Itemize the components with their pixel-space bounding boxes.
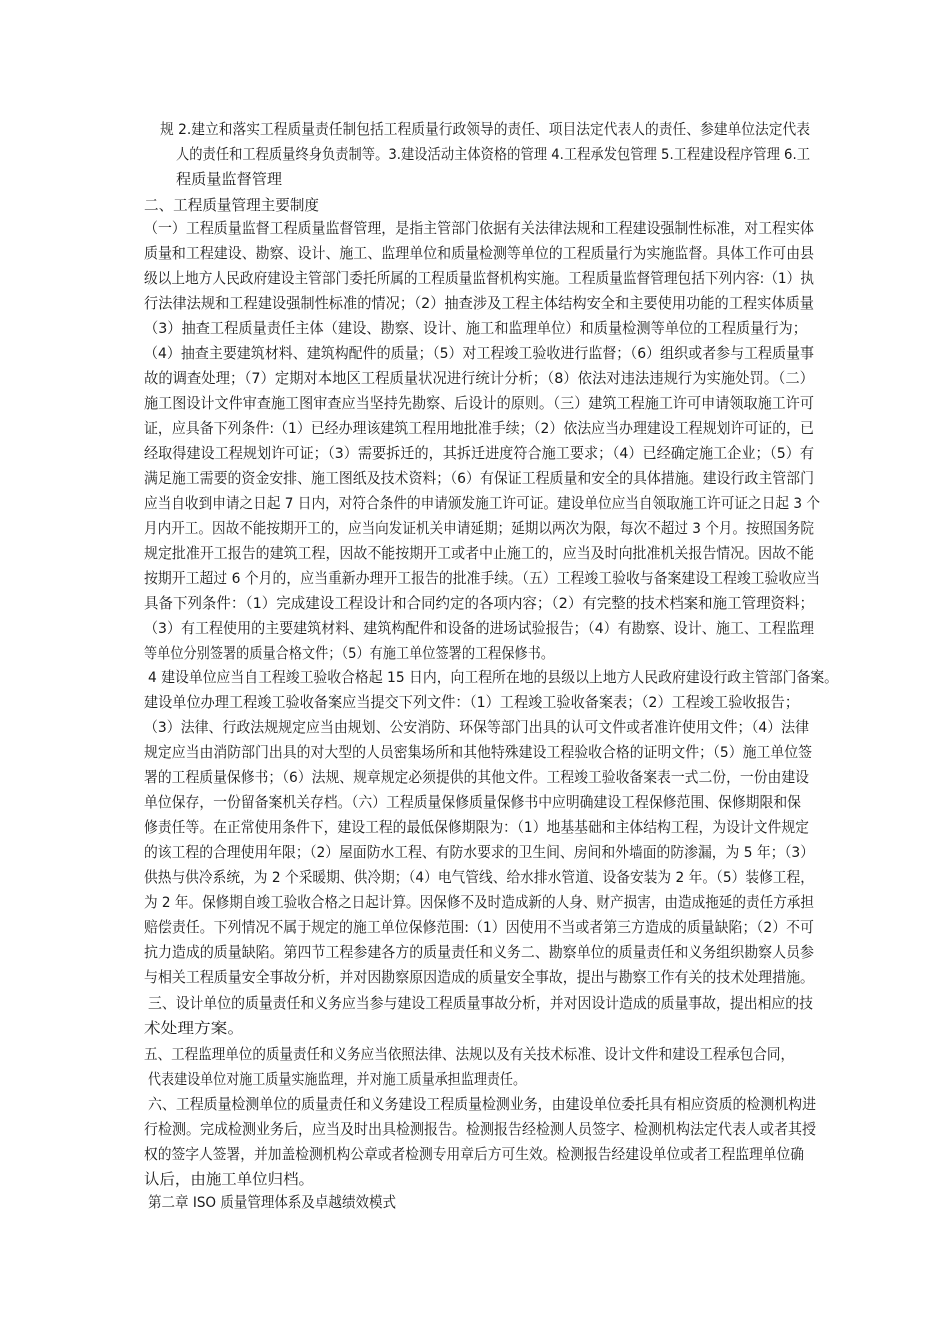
text-line: （4）抽查主要建筑材料、建筑构配件的质量；（5）对工程竣工验收进行监督；（6）组织或者参与工程质量事 (144, 345, 814, 362)
text-line: 的该工程的合理使用年限；（2）屋面防水工程、有防水要求的卫生间、房间和外墙面的防渗漏，为 5 年；（3） (144, 844, 814, 861)
text-line: 等单位分别签署的质量合格文件；（5）有施工单位签署的工程保修书。 (144, 645, 554, 662)
text-line: 认后，由施工单位归档。 (144, 1171, 314, 1188)
text-line: 人的责任和工程质量终身负责制等。3.建设活动主体资格的管理 4.工程承发包管理 5.工程建设程序管理 6.工 (176, 146, 810, 163)
text-line: 五、工程监理单位的质量责任和义务应当依照法律、法规以及有关技术标准、设计文件和建设工程承包合同， (144, 1046, 794, 1063)
text-line: 术处理方案。 (144, 1020, 244, 1037)
text-line: 按期开工超过 6 个月的，应当重新办理开工报告的批准手续。（五）工程竣工验收与备案建设工程竣工验收应当 (144, 570, 820, 587)
text-line: 六、工程质量检测单位的质量责任和义务建设工程质量检测业务，由建设单位委托具有相应资质的检测机构进 (148, 1096, 816, 1113)
text-line: 证，应具备下列条件:（1）已经办理该建筑工程用地批准手续；（2）依法应当办理建设工程规划许可证的，已 (144, 420, 814, 437)
text-line: （一）工程质量监督工程质量监督管理，是指主管部门依据有关法律法规和工程建设强制性标准，对工程实体 (144, 220, 814, 237)
text-line: 行检测。完成检测业务后，应当及时出具检测报告。检测报告经检测人员签字、检测机构法定代表人或者其授 (144, 1121, 816, 1138)
text-line: 行法律法规和工程建设强制性标准的情况；（2）抽查涉及工程主体结构安全和主要使用功能的工程实体质量 (144, 295, 814, 312)
text-line: 与相关工程质量安全事故分析，并对因勘察原因造成的质量安全事故，提出与勘察工作有关的技术处理措施。 (144, 969, 814, 986)
text-line: 月内开工。因故不能按期开工的，应当向发证机关申请延期；延期以两次为限，每次不超过 3 个月。按照国务院 (144, 520, 814, 537)
text-line: 质量和工程建设、勘察、设计、施工、监理单位和质量检测等单位的工程质量行为实施监督。具体工作可由县 (144, 245, 814, 262)
text-line: 4 建设单位应当自工程竣工验收合格起 15 日内，向工程所在地的县级以上地方人民政府建设行政主管部门备案。 (148, 669, 838, 686)
text-line: （3）抽查工程质量责任主体（建设、勘察、设计、施工和监理单位）和质量检测等单位的工程质量行为； (144, 320, 807, 337)
text-line: 权的签字人签署，并加盖检测机构公章或者检测专用章后方可生效。检测报告经建设单位或者工程监理单位确 (144, 1146, 804, 1163)
text-line: （3）法律、行政法规规定应当由规划、公安消防、环保等部门出具的认可文件或者准许使用文件；（4）法律 (144, 719, 809, 736)
text-line: 三、设计单位的质量责任和义务应当参与建设工程质量事故分析，并对因设计造成的质量事故，提出相应的技 (148, 995, 813, 1012)
text-line: 程质量监督管理 (176, 171, 282, 188)
text-line: 应当自收到申请之日起 7 日内，对符合条件的申请颁发施工许可证。建设单位应当自领取施工许可证之日起 3 个 (144, 495, 820, 512)
text-line: 建设单位办理工程竣工验收备案应当提交下列文件：（1）工程竣工验收备案表；（2）工程竣工验收报告； (144, 694, 799, 711)
text-line: 具备下列条件：（1）完成建设工程设计和合同约定的各项内容；（2）有完整的技术档案和施工管理资料； (144, 595, 814, 612)
text-line: 规 2.建立和落实工程质量责任制包括工程质量行政领导的责任、项目法定代表人的责任、参建单位法定代表 (160, 121, 810, 138)
text-line: 赔偿责任。下列情况不属于规定的施工单位保修范围:（1）因使用不当或者第三方造成的质量缺陷；（2）不可 (144, 919, 814, 936)
text-line: 代表建设单位对施工质量实施监理，并对施工质量承担监理责任。 (148, 1071, 526, 1088)
text-line: 署的工程质量保修书；（6）法规、规章规定必须提供的其他文件。工程竣工验收备案表一式二份，一份由建设 (144, 769, 809, 786)
text-line: 级以上地方人民政府建设主管部门委托所属的工程质量监督机构实施。工程质量监督管理包括下列内容:（1）执 (144, 270, 814, 287)
text-line: 二、工程质量管理主要制度 (144, 197, 319, 214)
text-line: 为 2 年。保修期自竣工验收合格之日起计算。因保修不及时造成新的人身、财产损害，由造成拖延的责任方承担 (144, 894, 814, 911)
text-line: 修责任等。在正常使用条件下，建设工程的最低保修期限为：（1）地基基础和主体结构工程，为设计文件规定 (144, 819, 809, 836)
text-line: 满足施工需要的资金安排、施工图纸及技术资料；（6）有保证工程质量和安全的具体措施。建设行政主管部门 (144, 470, 814, 487)
text-line: 单位保存，一份留备案机关存档。（六）工程质量保修质量保修书中应明确建设工程保修范围、保修期限和保 (144, 794, 801, 811)
text-line: 施工图设计文件审查施工图审查应当坚持先勘察、后设计的原则。（三）建筑工程施工许可申请领取施工许可 (144, 395, 814, 412)
text-line: 供热与供冷系统，为 2 个采暖期、供冷期；（4）电气管线、给水排水管道、设备安装为 2 年。（5）装修工程， (144, 869, 814, 886)
text-line: 规定批准开工报告的建筑工程，因故不能按期开工或者中止施工的，应当及时向批准机关报告情况。因故不能 (144, 545, 814, 562)
text-line: 经取得建设工程规划许可证；（3）需要拆迁的，其拆迁进度符合施工要求；（4）已经确定施工企业；（5）有 (144, 445, 814, 462)
chapter-heading: 第二章 ISO 质量管理体系及卓越绩效模式 (148, 1194, 396, 1211)
text-line: （3）有工程使用的主要建筑材料、建筑构配件和设备的进场试验报告；（4）有勘察、设计、施工、工程监理 (144, 620, 814, 637)
text-line: 故的调查处理；（7）定期对本地区工程质量状况进行统计分析；（8）依法对违法违规行为实施处罚。（二） (144, 370, 814, 387)
text-line: 规定应当由消防部门出具的对大型的人员密集场所和其他特殊建设工程验收合格的证明文件；（5）施工单位签 (144, 744, 812, 761)
text-line: 抗力造成的质量缺陷。第四节工程参建各方的质量责任和义务二、勘察单位的质量责任和义务组织勘察人员参 (144, 944, 814, 961)
